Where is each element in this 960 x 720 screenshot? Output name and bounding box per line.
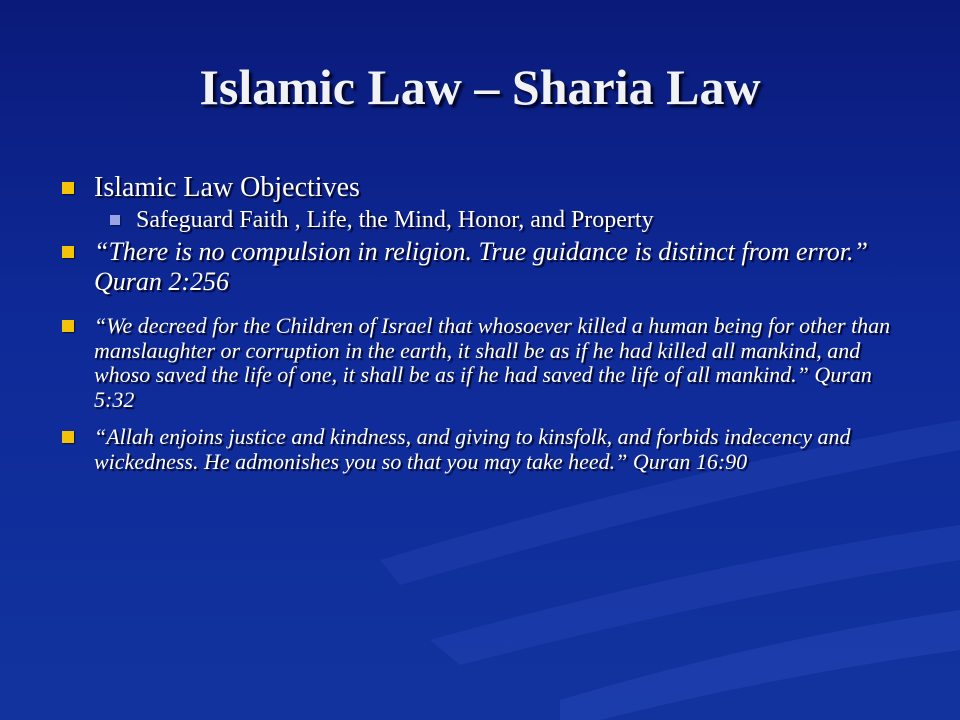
square-bullet-icon bbox=[62, 431, 74, 443]
list-item-objectives bbox=[58, 172, 908, 204]
list-item-text: “There is no compulsion in religion. True guidance is distinct from error.” Quran 2:256 bbox=[94, 237, 869, 296]
square-bullet-icon bbox=[62, 320, 74, 332]
list-item-quran-2-256 bbox=[58, 237, 908, 297]
list-item-text: “We decreed for the Children of Israel that whosoever killed a human being for other than manslaughter or corruption in the earth, it shall be as if he had killed all mankind, and whoso saved the life of one, it shall be as if he had saved the life of all mankind.” Quran 5:32 bbox=[94, 313, 891, 412]
list-item-text: Islamic Law Objectives bbox=[94, 172, 360, 203]
square-bullet-icon bbox=[62, 246, 74, 258]
sub-list-item-text: Safeguard Faith , Life, the Mind, Honor, and Property bbox=[136, 207, 654, 233]
square-sub-bullet-icon bbox=[110, 215, 120, 225]
square-bullet-icon bbox=[62, 182, 74, 194]
list-item-text: “Allah enjoins justice and kindness, and giving to kinsfolk, and forbids indecency and wickedness. He admonishes you so that you may take heed.” Quran 16:90 bbox=[94, 424, 851, 474]
slide-title: Islamic Law – Sharia Law bbox=[199, 59, 761, 115]
bullet-list bbox=[58, 172, 908, 474]
list-item-quran-16-90 bbox=[58, 425, 908, 474]
list-item-quran-5-32 bbox=[58, 314, 908, 412]
sub-list-item-safeguards bbox=[106, 205, 908, 235]
